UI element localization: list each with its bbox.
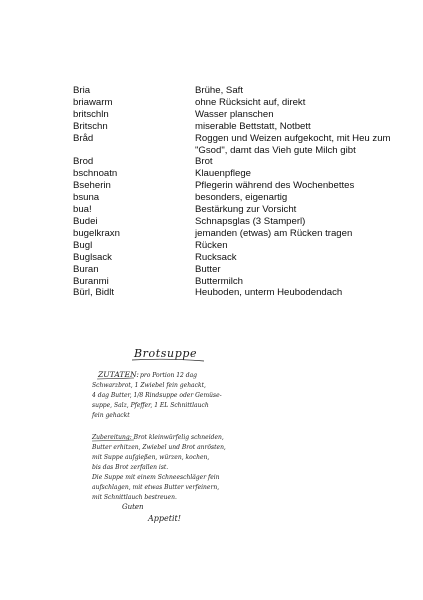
method-line: Die Suppe mit einem Schneeschläger fein: [92, 474, 220, 481]
glossary-entry: [73, 264, 403, 276]
glossary-term: Budei: [73, 215, 98, 227]
glossary-term: Bugl: [73, 239, 93, 251]
method-line: mit Suppe aufgießen, würzen, kochen,: [92, 454, 210, 461]
glossary-term: Bürl, Bidlt: [73, 287, 115, 299]
glossary-definition: Brühe, Saft: [195, 85, 243, 96]
glossary-entry: [73, 109, 403, 121]
glossary-definition: Roggen und Weizen aufgekocht, mit Heu zum "Gsod", damt das Vieh gute Milch gibt: [195, 132, 391, 156]
glossary-entry: [73, 287, 403, 299]
glossary-term: bschnoatn: [73, 168, 118, 180]
ingredients-line: pro Portion 12 dag: [140, 372, 198, 379]
glossary-term: bsuna: [73, 192, 100, 204]
glossary-definition: Wasser planschen: [195, 108, 274, 120]
glossary-entry: [73, 168, 403, 180]
glossary-entry: [73, 180, 403, 192]
glossary-term: Britschn: [73, 120, 108, 132]
ingredients-line: suppe, Salz, Pfeffer, 1 EL Schnittlauch: [92, 402, 209, 409]
glossary-entry: [73, 121, 403, 133]
closing-line: Guten: [122, 503, 144, 511]
glossary-term: Brod: [73, 156, 94, 168]
method-line: Butter erhitzen, Zwiebel und Brot anrösten,: [92, 444, 226, 451]
glossary-entry: [73, 204, 403, 216]
glossary-definition: Schnapsglas (3 Stamperl): [195, 215, 306, 227]
handwritten-recipe: [72, 345, 362, 540]
glossary-definition: Klauenpflege: [195, 168, 252, 180]
glossary-entry: [73, 228, 403, 240]
glossary-term: Buran: [73, 263, 99, 275]
glossary-term: Bseherin: [73, 180, 111, 192]
glossary-entry: [73, 276, 403, 288]
glossary-entry: [73, 216, 403, 228]
glossary-definition: ohne Rücksicht auf, direkt: [195, 96, 306, 108]
method-line: mit Schnittlauch bestreuen.: [92, 494, 177, 501]
recipe-title: Brotsuppe: [134, 347, 198, 360]
glossary-definition: Buttermilch: [195, 275, 243, 287]
method-line: bis das Brot zerfallen ist.: [92, 464, 169, 471]
glossary-term: Buranmi: [73, 275, 109, 287]
glossary-entry: [73, 240, 403, 252]
glossary-entry: [73, 85, 403, 97]
glossary-definition: Rücken: [195, 239, 228, 251]
glossary-term: bua!: [73, 204, 92, 216]
glossary-term: Bråd: [73, 132, 94, 144]
glossary-definition: miserable Bettstatt, Notbett: [195, 120, 311, 132]
glossary-definition: Rucksack: [195, 251, 237, 263]
glossary-definition: Bestärkung zur Vorsicht: [195, 204, 297, 216]
ingredients-heading: ZUTATEN:: [98, 370, 139, 379]
glossary-list: [73, 85, 403, 299]
glossary-entry: [73, 252, 403, 264]
glossary-entry: [73, 97, 403, 109]
glossary-term: bugelkraxn: [73, 227, 120, 239]
glossary-definition: Pflegerin während des Wochenbettes: [195, 180, 355, 192]
glossary-term: briawarm: [73, 96, 113, 108]
glossary-entry: [73, 133, 403, 157]
glossary-entry: [73, 156, 403, 168]
closing-line: Appetit!: [148, 514, 181, 523]
glossary-definition: Brot: [195, 156, 213, 168]
glossary-definition: Butter: [195, 263, 221, 275]
ingredients-line: 4 dag Butter, 1/8 Rindsuppe oder Gemüse-: [92, 392, 222, 399]
glossary-entry: [73, 192, 403, 204]
method-line: aufschlagen, mit etwas Butter verfeinern,: [92, 484, 220, 491]
recipe-sheet: [72, 345, 362, 540]
glossary-definition: Heuboden, unterm Heubodendach: [195, 287, 343, 299]
method-line: Zubereitung: Brot kleinwürfelig schneiden,: [92, 434, 224, 441]
glossary-term: britschln: [73, 108, 109, 120]
glossary-definition: besonders, eigenartig: [195, 192, 288, 204]
ingredients-line: fein gehackt: [92, 412, 130, 419]
glossary-definition: jemanden (etwas) am Rücken tragen: [195, 227, 353, 239]
glossary-term: Buglsack: [73, 251, 112, 263]
glossary-term: Bria: [73, 85, 91, 96]
ingredients-line: Schwarzbrot, 1 Zwiebel fein gehackt,: [92, 382, 206, 389]
